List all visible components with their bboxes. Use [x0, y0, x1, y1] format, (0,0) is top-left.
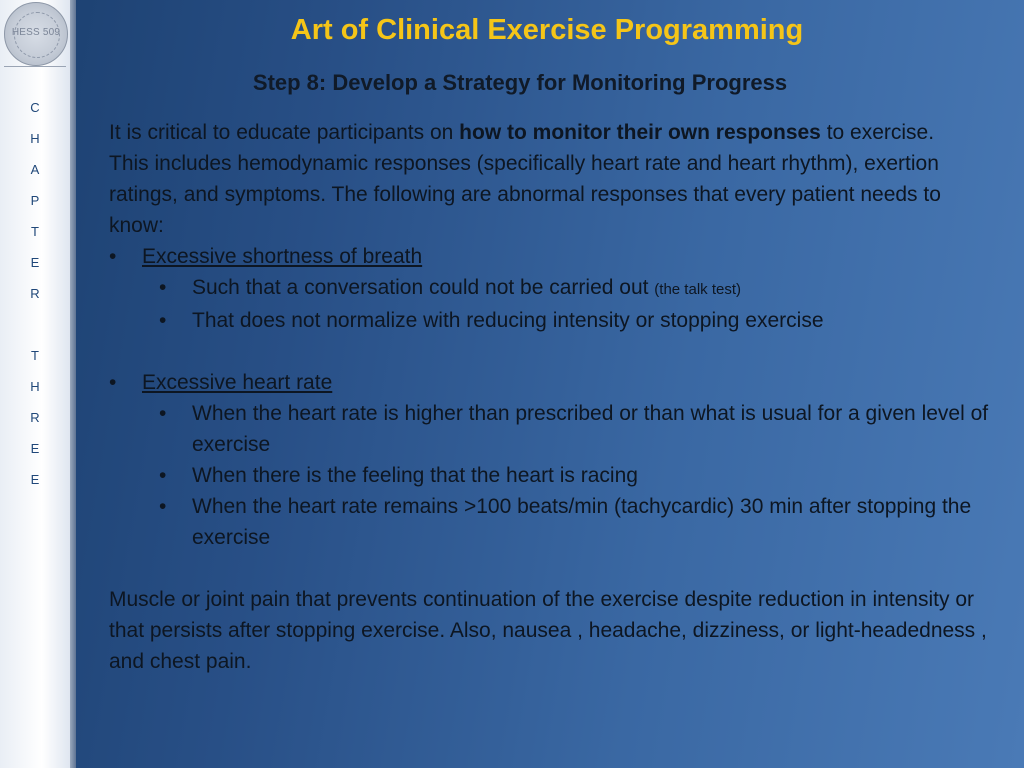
chapter-letter: E [30, 255, 40, 270]
chapter-letter: H [30, 379, 40, 394]
sidebar-edge [70, 0, 76, 768]
bullet-heading: Excessive shortness of breath [142, 245, 423, 268]
seal-divider [4, 66, 66, 67]
sub-bullet [109, 272, 994, 305]
sub-bullet [109, 305, 994, 336]
slide-body [109, 117, 994, 677]
hemodynamic-paragraph: This includes hemodynamic responses (specifically heart rate and heart rhythm), exertion ratings, and symptoms. The following are abnormal responses that every patient needs to know: [109, 152, 941, 237]
seal-label: HESS 509 [11, 27, 61, 38]
bullet-shortness-of-breath [109, 241, 994, 272]
chapter-letter: C [30, 100, 40, 115]
sidebar [0, 0, 70, 768]
chapter-letter: T [31, 348, 39, 363]
sub-bullet-text: That does not normalize with reducing intensity or stopping exercise [192, 309, 824, 332]
university-seal-icon [4, 2, 68, 66]
sub-bullet: • When the heart rate remains >100 beats/min (tachycardic) 30 min after stopping the exercise [109, 491, 994, 553]
chapter-letter: A [30, 162, 40, 177]
intro-paragraph [109, 117, 994, 148]
closing-paragraph: Muscle or joint pain that prevents continuation of the exercise despite reduction in intensity or that persists after stopping exercise. Also, nausea , headache, dizziness, or light-headedness , and chest pain. [109, 588, 987, 673]
chapter-letter: E [30, 472, 40, 487]
chapter-letter [0, 313, 70, 344]
slide-title: Art of Clinical Exercise Programming [290, 14, 804, 46]
intro-text-2: to exercise. [820, 121, 935, 144]
chapter-letter: E [30, 441, 40, 456]
chapter-letter: H [30, 131, 40, 146]
sub-bullet: • When there is the feeling that the heart is racing [109, 460, 994, 491]
slide-subtitle: Step 8: Develop a Strategy for Monitoring Progress [252, 70, 788, 95]
bullet-heart-rate [109, 367, 994, 398]
chapter-vertical-label [0, 96, 70, 499]
bullet-heading: Excessive heart rate [142, 371, 333, 394]
chapter-letter: T [31, 224, 39, 239]
chapter-letter: R [30, 286, 40, 301]
intro-bold-text: how to monitor their own responses [459, 121, 821, 144]
chapter-letter: R [30, 410, 40, 425]
sub-bullet-text: Such that a conversation could not be carried out [192, 276, 655, 299]
intro-text-1: It is critical to educate participants on [109, 121, 460, 144]
spacer [109, 553, 994, 584]
spacer [109, 336, 994, 367]
chapter-letter: P [30, 193, 40, 208]
sub-bullet: • When the heart rate is higher than prescribed or than what is usual for a given level of exercise [109, 398, 994, 460]
sub-bullet-note: (the talk test) [654, 281, 741, 298]
